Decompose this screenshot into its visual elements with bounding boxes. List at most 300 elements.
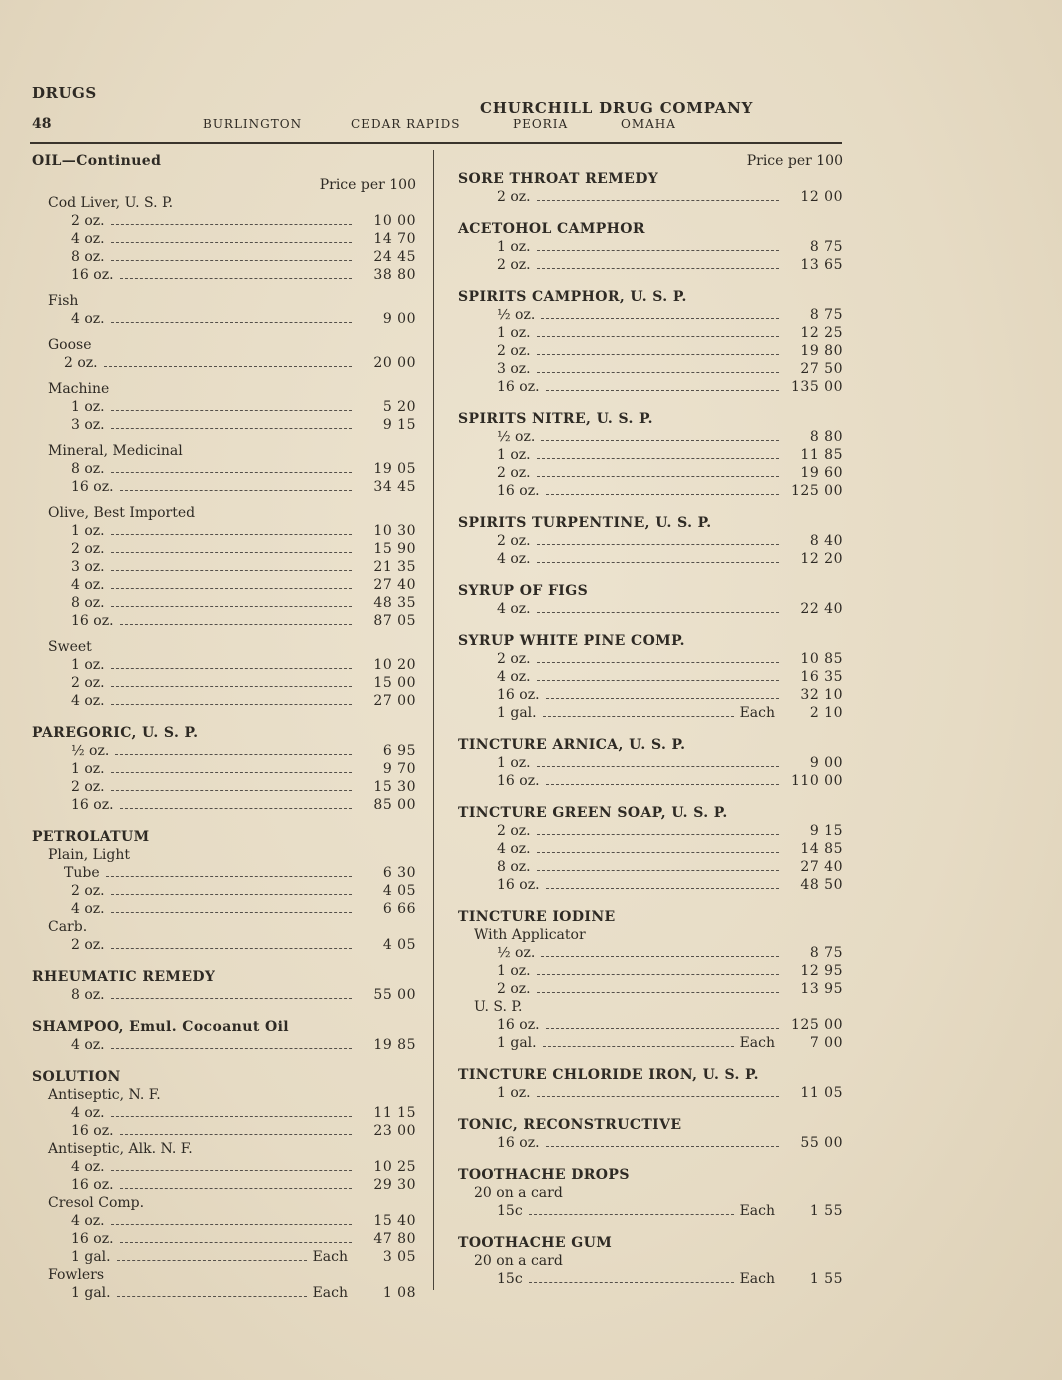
price-list-item	[32, 882, 416, 900]
item-size: ½ oz.	[497, 307, 536, 323]
price-list-item	[458, 822, 843, 840]
leader-dots	[546, 784, 779, 785]
item-size: 8 oz.	[71, 595, 105, 611]
item-price: 2 10	[809, 705, 843, 721]
item-price: 13 65	[800, 257, 843, 273]
category-heading: TINCTURE IODINE	[458, 909, 616, 925]
subcategory-label: Mineral, Medicinal	[48, 443, 183, 459]
item-size: ½ oz.	[497, 945, 536, 961]
leader-dots	[543, 716, 734, 717]
leader-dots	[546, 494, 779, 495]
item-price: 12 00	[800, 189, 843, 205]
category-heading: SORE THROAT REMEDY	[458, 171, 659, 187]
price-list-item	[458, 980, 843, 998]
leader-dots	[529, 1214, 734, 1215]
price-list-item	[458, 1270, 843, 1288]
item-price: 4 05	[382, 937, 416, 953]
item-size: 16 oz.	[71, 1177, 114, 1193]
subcategory-label: Fish	[48, 293, 79, 309]
leader-dots	[537, 544, 779, 545]
item-price: 12 95	[800, 963, 843, 979]
item-size: 4 oz.	[497, 551, 531, 567]
item-price: 6 95	[382, 743, 416, 759]
item-price: 9 00	[809, 755, 843, 771]
item-price: 24 45	[373, 249, 416, 265]
price-list-item	[32, 266, 416, 284]
price-list-item	[32, 460, 416, 478]
item-size: 4 oz.	[71, 1159, 105, 1175]
leader-dots	[546, 698, 779, 699]
item-price: 55 00	[800, 1135, 843, 1151]
price-list-item	[32, 1104, 416, 1122]
company-name: CHURCHILL DRUG COMPANY	[480, 99, 754, 117]
item-size: 2 oz.	[497, 343, 531, 359]
category-heading: SYRUP OF FIGS	[458, 583, 589, 599]
leader-dots	[111, 1224, 352, 1225]
leader-dots	[111, 772, 352, 773]
item-size: 16 oz.	[497, 1017, 540, 1033]
price-list-item	[32, 674, 416, 692]
category-heading: OIL—Continued	[32, 153, 162, 169]
price-list-item	[458, 360, 843, 378]
item-price: 8 40	[809, 533, 843, 549]
each-label: Each	[739, 1035, 775, 1051]
item-price: 6 66	[382, 901, 416, 917]
category-heading: SPIRITS TURPENTINE, U. S. P.	[458, 515, 712, 531]
leader-dots	[111, 1048, 352, 1049]
leader-dots	[111, 552, 352, 553]
subcategory-label: With Applicator	[474, 927, 586, 943]
leader-dots	[111, 606, 352, 607]
price-list-item	[458, 378, 843, 396]
item-price: 10 00	[373, 213, 416, 229]
item-size: 1 gal.	[497, 1035, 537, 1051]
item-price: 7 00	[809, 1035, 843, 1051]
leader-dots	[106, 876, 352, 877]
each-label: Each	[312, 1285, 348, 1301]
item-size: 2 oz.	[71, 541, 105, 557]
price-list-item	[32, 540, 416, 558]
price-list-item	[458, 962, 843, 980]
item-size: 8 oz.	[71, 461, 105, 477]
price-list-item	[32, 612, 416, 630]
subcategory-label: Carb.	[48, 919, 88, 935]
item-size: ½ oz.	[71, 743, 110, 759]
item-price: 16 35	[800, 669, 843, 685]
leader-dots	[120, 1188, 352, 1189]
leader-dots	[111, 668, 352, 669]
item-price: 29 30	[373, 1177, 416, 1193]
price-list-item	[458, 238, 843, 256]
category-heading: SPIRITS NITRE, U. S. P.	[458, 411, 653, 427]
price-list-item	[458, 600, 843, 618]
price-list-item	[458, 840, 843, 858]
leader-dots	[537, 870, 779, 871]
price-list-item	[458, 188, 843, 206]
item-size: 2 oz.	[497, 823, 531, 839]
price-list-item	[458, 482, 843, 500]
leader-dots	[537, 200, 779, 201]
item-size: 4 oz.	[71, 901, 105, 917]
leader-dots	[120, 808, 352, 809]
category-heading: ACETOHOL CAMPHOR	[458, 221, 645, 237]
price-list-item	[458, 532, 843, 550]
leader-dots	[111, 472, 352, 473]
price-list-item	[32, 212, 416, 230]
item-size: 2 oz.	[71, 213, 105, 229]
price-list-item	[458, 772, 843, 790]
item-size: ½ oz.	[497, 429, 536, 445]
category-heading: TONIC, RECONSTRUCTIVE	[458, 1117, 682, 1133]
subcategory-label: 20 on a card	[474, 1185, 563, 1201]
price-list-item	[458, 446, 843, 464]
price-list-item	[458, 306, 843, 324]
item-price: 85 00	[373, 797, 416, 813]
price-list-item	[32, 248, 416, 266]
price-list-item	[32, 354, 416, 372]
item-price: 87 05	[373, 613, 416, 629]
price-list-item	[458, 550, 843, 568]
price-list-item	[32, 398, 416, 416]
leader-dots	[111, 242, 352, 243]
leader-dots	[120, 624, 352, 625]
leader-dots	[537, 834, 779, 835]
leader-dots	[120, 490, 352, 491]
item-price: 27 40	[373, 577, 416, 593]
price-list-item	[32, 1176, 416, 1194]
item-size: 16 oz.	[497, 1135, 540, 1151]
leader-dots	[537, 680, 779, 681]
item-size: 1 oz.	[497, 239, 531, 255]
item-size: Tube	[64, 865, 100, 881]
item-price: 47 80	[373, 1231, 416, 1247]
item-size: 16 oz.	[497, 877, 540, 893]
price-list-item	[32, 1036, 416, 1054]
item-size: 2 oz.	[497, 651, 531, 667]
item-price: 19 05	[373, 461, 416, 477]
item-size: 1 oz.	[71, 761, 105, 777]
leader-dots	[529, 1282, 734, 1283]
leader-dots	[537, 1096, 779, 1097]
item-price: 48 50	[800, 877, 843, 893]
price-list-item	[458, 650, 843, 668]
item-size: 1 oz.	[497, 325, 531, 341]
each-label: Each	[739, 705, 775, 721]
category-heading: TINCTURE ARNICA, U. S. P.	[458, 737, 686, 753]
price-list-item	[32, 778, 416, 796]
price-list-item	[32, 576, 416, 594]
item-size: 15c	[497, 1203, 523, 1219]
item-price: 13 95	[800, 981, 843, 997]
item-size: 3 oz.	[71, 417, 105, 433]
leader-dots	[111, 894, 352, 895]
subcategory-label: U. S. P.	[474, 999, 523, 1015]
item-size: 16 oz.	[497, 483, 540, 499]
leader-dots	[111, 912, 352, 913]
item-price: 15 90	[373, 541, 416, 557]
item-price: 27 50	[800, 361, 843, 377]
leader-dots	[111, 224, 352, 225]
item-size: 4 oz.	[497, 601, 531, 617]
price-list-item	[32, 900, 416, 918]
leader-dots	[546, 888, 779, 889]
section-title: DRUGS	[32, 84, 97, 102]
price-list-item	[32, 594, 416, 612]
item-price: 55 00	[373, 987, 416, 1003]
city-cedar-rapids: CEDAR RAPIDS	[351, 117, 461, 131]
leader-dots	[111, 790, 352, 791]
item-price: 20 00	[373, 355, 416, 371]
price-list-item	[32, 478, 416, 496]
item-size: 3 oz.	[497, 361, 531, 377]
item-size: 1 oz.	[497, 1085, 531, 1101]
price-list-item	[32, 1284, 416, 1302]
column-divider	[433, 150, 434, 1290]
item-price: 9 00	[382, 311, 416, 327]
each-label: Each	[739, 1271, 775, 1287]
item-price: 10 25	[373, 1159, 416, 1175]
item-size: 1 oz.	[71, 399, 105, 415]
leader-dots	[537, 974, 779, 975]
item-price: 1 08	[382, 1285, 416, 1301]
item-price: 22 40	[800, 601, 843, 617]
item-size: 16 oz.	[71, 1231, 114, 1247]
item-size: 3 oz.	[71, 559, 105, 575]
item-size: 1 gal.	[497, 705, 537, 721]
leader-dots	[537, 766, 779, 767]
item-size: 8 oz.	[71, 249, 105, 265]
city-burlington: BURLINGTON	[203, 117, 303, 131]
item-price: 8 75	[809, 239, 843, 255]
price-list-item	[32, 864, 416, 882]
price-list-item	[458, 858, 843, 876]
item-size: 1 oz.	[71, 523, 105, 539]
leader-dots	[111, 704, 352, 705]
item-price: 135 00	[791, 379, 843, 395]
city-omaha: OMAHA	[621, 117, 676, 131]
item-size: 2 oz.	[497, 981, 531, 997]
leader-dots	[546, 390, 779, 391]
item-size: 2 oz.	[71, 883, 105, 899]
item-size: 1 oz.	[497, 963, 531, 979]
price-list-item	[458, 1134, 843, 1152]
item-size: 16 oz.	[71, 797, 114, 813]
subcategory-label: Sweet	[48, 639, 92, 655]
price-list-item	[458, 704, 843, 722]
leader-dots	[537, 354, 779, 355]
item-size: 15c	[497, 1271, 523, 1287]
item-size: 16 oz.	[497, 687, 540, 703]
category-heading: PAREGORIC, U. S. P.	[32, 725, 199, 741]
item-price: 21 35	[373, 559, 416, 575]
right-column	[458, 152, 843, 1288]
leader-dots	[537, 250, 779, 251]
page-number: 48	[32, 116, 52, 132]
item-price: 27 00	[373, 693, 416, 709]
item-price: 19 85	[373, 1037, 416, 1053]
item-price: 3 05	[382, 1249, 416, 1265]
leader-dots	[537, 372, 779, 373]
item-size: 2 oz.	[71, 937, 105, 953]
price-list-item	[32, 692, 416, 710]
item-size: 16 oz.	[71, 479, 114, 495]
leader-dots	[111, 260, 352, 261]
category-heading: TOOTHACHE DROPS	[458, 1167, 630, 1183]
category-heading: PETROLATUM	[32, 829, 150, 845]
item-price: 8 75	[809, 945, 843, 961]
leader-dots	[537, 612, 779, 613]
subcategory-label: Fowlers	[48, 1267, 104, 1283]
leader-dots	[546, 1146, 779, 1147]
category-heading: SYRUP WHITE PINE COMP.	[458, 633, 685, 649]
item-size: 1 gal.	[71, 1249, 111, 1265]
price-list-item	[32, 1248, 416, 1266]
price-list-item	[458, 324, 843, 342]
price-list-item	[32, 1158, 416, 1176]
leader-dots	[111, 570, 352, 571]
leader-dots	[537, 476, 779, 477]
subcategory-label: Cresol Comp.	[48, 1195, 145, 1211]
price-list-item	[32, 1230, 416, 1248]
item-price: 10 85	[800, 651, 843, 667]
item-size: 4 oz.	[71, 1213, 105, 1229]
subcategory-label: Cod Liver, U. S. P.	[48, 195, 174, 211]
item-size: 1 oz.	[71, 657, 105, 673]
leader-dots	[111, 534, 352, 535]
leader-dots	[543, 1046, 734, 1047]
price-list-item	[32, 310, 416, 328]
subcategory-label: Machine	[48, 381, 110, 397]
leader-dots	[537, 562, 779, 563]
subcategory-label: Plain, Light	[48, 847, 131, 863]
item-price: 14 70	[373, 231, 416, 247]
leader-dots	[111, 948, 352, 949]
leader-dots	[111, 686, 352, 687]
leader-dots	[537, 268, 779, 269]
item-price: 6 30	[382, 865, 416, 881]
category-heading: SHAMPOO, Emul. Cocoanut Oil	[32, 1019, 290, 1035]
item-size: 4 oz.	[71, 311, 105, 327]
item-size: 16 oz.	[497, 379, 540, 395]
price-per-100-label: Price per 100	[319, 177, 416, 193]
item-size: 1 oz.	[497, 755, 531, 771]
price-list-item	[458, 668, 843, 686]
item-size: 4 oz.	[71, 1037, 105, 1053]
each-label: Each	[312, 1249, 348, 1265]
item-size: 4 oz.	[497, 841, 531, 857]
leader-dots	[546, 1028, 779, 1029]
item-price: 48 35	[373, 595, 416, 611]
category-heading: TOOTHACHE GUM	[458, 1235, 613, 1251]
subcategory-label: 20 on a card	[474, 1253, 563, 1269]
price-list-item	[32, 796, 416, 814]
category-heading: TINCTURE CHLORIDE IRON, U. S. P.	[458, 1067, 759, 1083]
item-price: 10 30	[373, 523, 416, 539]
price-list-item	[458, 256, 843, 274]
leader-dots	[120, 278, 352, 279]
category-heading: RHEUMATIC REMEDY	[32, 969, 216, 985]
leader-dots	[120, 1134, 352, 1135]
price-list-item	[458, 1016, 843, 1034]
category-heading: SOLUTION	[32, 1069, 121, 1085]
item-price: 125 00	[791, 1017, 843, 1033]
item-price: 34 45	[373, 479, 416, 495]
item-size: 2 oz.	[497, 189, 531, 205]
leader-dots	[541, 318, 779, 319]
subcategory-label: Olive, Best Imported	[48, 505, 196, 521]
item-size: 2 oz.	[64, 355, 98, 371]
item-price: 5 20	[382, 399, 416, 415]
item-price: 27 40	[800, 859, 843, 875]
leader-dots	[120, 1242, 352, 1243]
leader-dots	[115, 754, 352, 755]
leader-dots	[111, 1170, 352, 1171]
left-column	[32, 152, 416, 1302]
leader-dots	[111, 588, 352, 589]
price-list-item	[458, 754, 843, 772]
city-peoria: PEORIA	[513, 117, 569, 131]
price-list-item	[458, 464, 843, 482]
item-size: 2 oz.	[71, 675, 105, 691]
leader-dots	[111, 322, 352, 323]
category-heading: TINCTURE GREEN SOAP, U. S. P.	[458, 805, 728, 821]
item-size: 4 oz.	[71, 693, 105, 709]
leader-dots	[104, 366, 352, 367]
price-per-100-label: Price per 100	[746, 153, 843, 169]
price-list-item	[458, 1084, 843, 1102]
price-list-item	[32, 1212, 416, 1230]
item-price: 9 15	[382, 417, 416, 433]
item-size: 8 oz.	[71, 987, 105, 1003]
price-list-item	[32, 936, 416, 954]
leader-dots	[117, 1260, 307, 1261]
price-list-item	[458, 944, 843, 962]
price-list-item	[32, 742, 416, 760]
price-list-item	[32, 230, 416, 248]
item-price: 11 85	[800, 447, 843, 463]
item-size: 2 oz.	[497, 465, 531, 481]
item-price: 14 85	[800, 841, 843, 857]
price-list-item	[32, 656, 416, 674]
item-price: 15 30	[373, 779, 416, 795]
item-size: 1 gal.	[71, 1285, 111, 1301]
item-price: 32 10	[800, 687, 843, 703]
item-price: 8 75	[809, 307, 843, 323]
price-list-item	[458, 1202, 843, 1220]
item-size: 2 oz.	[71, 779, 105, 795]
item-size: 4 oz.	[71, 231, 105, 247]
item-price: 38 80	[373, 267, 416, 283]
item-price: 110 00	[791, 773, 843, 789]
item-price: 10 20	[373, 657, 416, 673]
item-price: 9 15	[809, 823, 843, 839]
item-price: 12 25	[800, 325, 843, 341]
leader-dots	[117, 1296, 307, 1297]
leader-dots	[537, 662, 779, 663]
item-price: 19 60	[800, 465, 843, 481]
leader-dots	[537, 852, 779, 853]
price-list-item	[458, 876, 843, 894]
item-price: 4 05	[382, 883, 416, 899]
leader-dots	[537, 992, 779, 993]
item-size: 4 oz.	[497, 669, 531, 685]
leader-dots	[537, 458, 779, 459]
leader-dots	[111, 1116, 352, 1117]
item-price: 11 05	[800, 1085, 843, 1101]
item-price: 19 80	[800, 343, 843, 359]
item-size: 16 oz.	[497, 773, 540, 789]
price-list-item	[32, 416, 416, 434]
